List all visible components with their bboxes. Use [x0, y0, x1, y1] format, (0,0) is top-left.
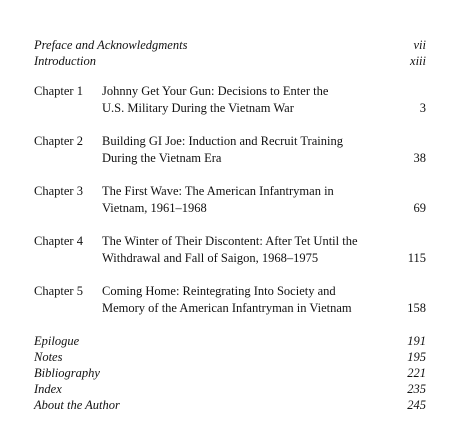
chapter-label: Chapter 3	[34, 184, 83, 198]
toc-entry-title: Epilogue	[34, 334, 80, 348]
toc-entry-epilogue[interactable]	[34, 333, 426, 349]
chapter-label: Chapter 2	[34, 134, 83, 148]
chapter-title-line: U.S. Military During the Vietnam War	[102, 101, 294, 115]
chapter-title-line: Johnny Get Your Gun: Decisions to Enter the	[102, 84, 329, 98]
chapter-title-line: Coming Home: Reintegrating Into Society and	[102, 284, 336, 298]
toc-entry-bibliography[interactable]	[34, 365, 426, 381]
chapter-title	[102, 83, 402, 117]
toc-entry-title: Introduction	[34, 54, 97, 68]
toc-entry-preface[interactable]	[34, 37, 426, 53]
chapter-title-line: Withdrawal and Fall of Saigon, 1968–1975	[102, 251, 319, 265]
toc-entry-index[interactable]	[34, 381, 426, 397]
toc-entry-page: 221	[407, 366, 426, 380]
chapter-title	[102, 233, 402, 267]
toc-entry-page: 245	[407, 398, 426, 412]
chapter-title-line: During the Vietnam Era	[102, 151, 222, 165]
chapter-page: 3	[419, 101, 426, 115]
chapter-label: Chapter 5	[34, 284, 83, 298]
toc-entry-title: Index	[34, 382, 62, 396]
chapter-title-line: Memory of the American Infantryman in Vietnam	[102, 301, 352, 315]
toc-chapter-3[interactable]	[34, 183, 426, 217]
toc-entry-page: xiii	[410, 54, 426, 68]
chapter-list	[34, 83, 426, 317]
chapter-label: Chapter 4	[34, 234, 83, 248]
toc-entry-title: Preface and Acknowledgments	[34, 38, 188, 52]
toc-entry-about-the-author[interactable]	[34, 397, 426, 413]
toc-chapter-5[interactable]	[34, 283, 426, 317]
chapter-title	[102, 183, 402, 217]
chapter-title	[102, 283, 402, 317]
toc-entry-introduction[interactable]	[34, 53, 426, 69]
back-matter-list	[34, 333, 426, 413]
toc-entry-page: 191	[407, 334, 426, 348]
toc-entry-page: 235	[407, 382, 426, 396]
chapter-title-line: The First Wave: The American Infantryman in	[102, 184, 334, 198]
toc-entry-title: Notes	[34, 350, 63, 364]
chapter-title	[102, 133, 402, 167]
toc-chapter-1[interactable]	[34, 83, 426, 117]
chapter-title-line: Building GI Joe: Induction and Recruit Training	[102, 134, 343, 148]
toc-entry-page: vii	[413, 38, 426, 52]
chapter-page: 38	[413, 151, 426, 165]
toc-entry-title: Bibliography	[34, 366, 100, 380]
toc-entry-title: About the Author	[34, 398, 120, 412]
chapter-page: 69	[413, 201, 426, 215]
chapter-label: Chapter 1	[34, 84, 83, 98]
toc-entry-notes[interactable]	[34, 349, 426, 365]
chapter-title-line: Vietnam, 1961–1968	[102, 201, 207, 215]
table-of-contents	[34, 37, 426, 413]
chapter-page: 158	[407, 301, 426, 315]
toc-entry-page: 195	[407, 350, 426, 364]
toc-chapter-2[interactable]	[34, 133, 426, 167]
front-matter-list	[34, 37, 426, 69]
toc-chapter-4[interactable]	[34, 233, 426, 267]
chapter-page: 115	[407, 251, 426, 265]
chapter-title-line: The Winter of Their Discontent: After Tet Until the	[102, 234, 358, 248]
